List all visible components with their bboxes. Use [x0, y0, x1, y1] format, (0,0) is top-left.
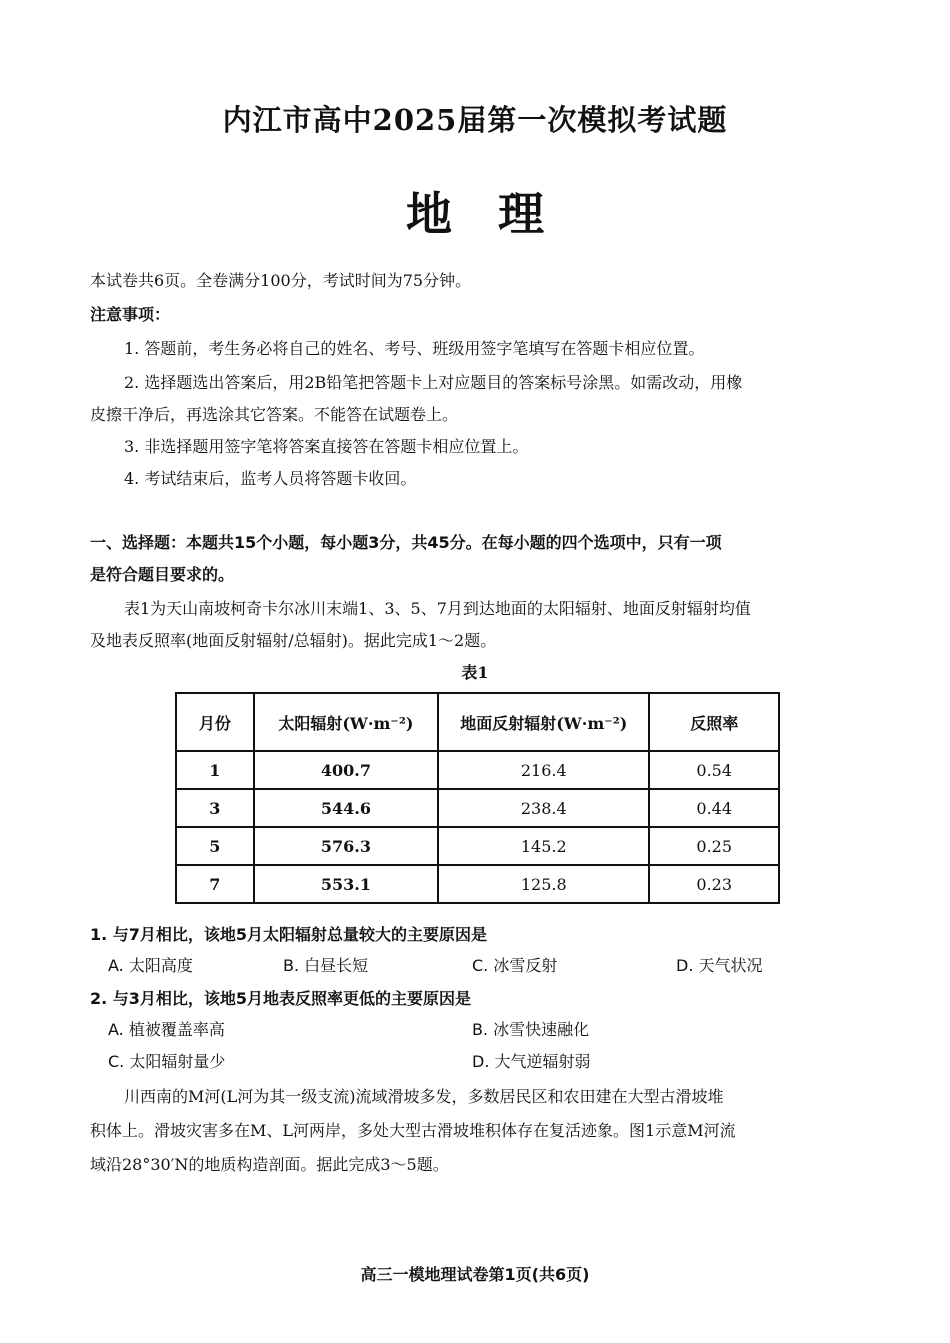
q2-option-d: D. 大气逆辐射弱	[472, 1052, 591, 1071]
cell-month: 7	[176, 865, 254, 903]
table-row	[176, 751, 779, 789]
q1-option-d: D. 天气状况	[676, 956, 763, 975]
header-solar: 太阳辐射(W·m⁻²)	[254, 693, 438, 751]
passage1-line1: 表1为天山南坡柯奇卡尔冰川末端1、3、5、7月到达地面的太阳辐射、地面反射辐射均值	[124, 599, 751, 618]
radiation-table	[175, 692, 780, 904]
cell-reflect: 125.8	[438, 865, 649, 903]
exam-title: 内江市高中2025届第一次模拟考试题	[222, 103, 728, 137]
q2-option-c: C. 太阳辐射量少	[108, 1052, 226, 1071]
notice-item-2-cont: 皮擦干净后，再选涂其它答案。不能答在试题卷上。	[90, 405, 459, 424]
section1-heading: 一、选择题：本题共15个小题，每小题3分，共45分。在每小题的四个选项中，只有一项	[90, 533, 722, 552]
cell-reflect: 238.4	[438, 789, 649, 827]
cell-albedo: 0.54	[649, 751, 779, 789]
passage2-line3: 域沿28°30′N的地质构造剖面。据此完成3～5题。	[90, 1155, 449, 1174]
cell-solar: 576.3	[254, 827, 438, 865]
header-month: 月份	[176, 693, 254, 751]
table-row	[176, 789, 779, 827]
header-albedo: 反照率	[649, 693, 779, 751]
notice-item-4: 4. 考试结束后，监考人员将答题卡收回。	[124, 469, 417, 488]
passage2-line2: 积体上。滑坡灾害多在M、L河两岸，多处大型古滑坡堆积体存在复活迹象。图1示意M河流	[90, 1121, 736, 1140]
notice-item-2: 2. 选择题选出答案后，用2B铅笔把答题卡上对应题目的答案标号涂黑。如需改动，用橡	[124, 373, 743, 392]
q2-option-a: A. 植被覆盖率高	[108, 1020, 225, 1039]
table-row	[176, 827, 779, 865]
table-row	[176, 865, 779, 903]
table-caption: 表1	[461, 663, 489, 682]
page-footer: 高三一模地理试卷第1页(共6页)	[360, 1265, 590, 1284]
header-reflect: 地面反射辐射(W·m⁻²)	[438, 693, 649, 751]
cell-solar: 544.6	[254, 789, 438, 827]
passage2-line1: 川西南的M河(L河为其一级支流)流域滑坡多发，多数居民区和农田建在大型古滑坡堆	[124, 1087, 724, 1106]
cell-albedo: 0.44	[649, 789, 779, 827]
cell-month: 5	[176, 827, 254, 865]
cell-albedo: 0.25	[649, 827, 779, 865]
q1-option-b: B. 白昼长短	[283, 956, 369, 975]
q1-option-c: C. 冰雪反射	[472, 956, 558, 975]
subject-title: 地理	[406, 187, 590, 241]
notice-heading: 注意事项：	[90, 305, 171, 324]
cell-month: 1	[176, 751, 254, 789]
question-1-stem: 1. 与7月相比，该地5月太阳辐射总量较大的主要原因是	[90, 925, 488, 944]
cell-albedo: 0.23	[649, 865, 779, 903]
cell-month: 3	[176, 789, 254, 827]
notice-item-1: 1. 答题前，考生务必将自己的姓名、考号、班级用签字笔填写在答题卡相应位置。	[124, 339, 705, 358]
question-2-stem: 2. 与3月相比，该地5月地表反照率更低的主要原因是	[90, 989, 472, 1008]
q1-option-a: A. 太阳高度	[108, 956, 193, 975]
cell-solar: 553.1	[254, 865, 438, 903]
section1-heading-cont: 是符合题目要求的。	[90, 565, 235, 584]
q2-option-b: B. 冰雪快速融化	[472, 1020, 590, 1039]
notice-item-3: 3. 非选择题用签字笔将答案直接答在答题卡相应位置上。	[124, 437, 529, 456]
cell-reflect: 145.2	[438, 827, 649, 865]
exam-summary: 本试卷共6页。全卷满分100分，考试时间为75分钟。	[90, 271, 472, 290]
table-header-row	[176, 693, 779, 751]
cell-reflect: 216.4	[438, 751, 649, 789]
passage1-line2: 及地表反照率(地面反射辐射/总辐射)。据此完成1～2题。	[90, 631, 497, 650]
cell-solar: 400.7	[254, 751, 438, 789]
